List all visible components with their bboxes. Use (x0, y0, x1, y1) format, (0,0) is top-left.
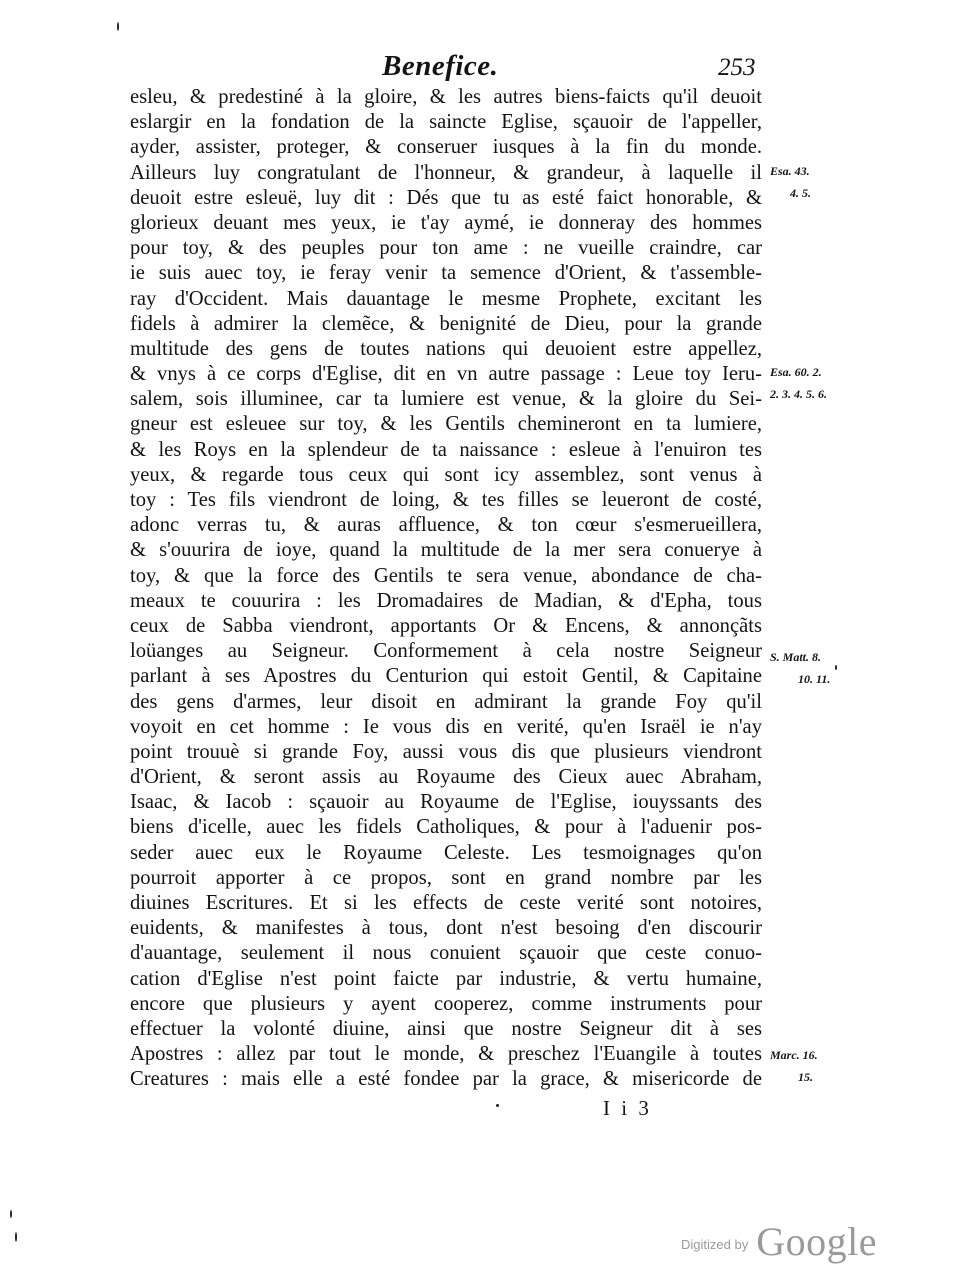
text-line: euidents, & manifestes à tous, dont n'est besoing d'en discourir (130, 917, 762, 940)
scan-speck (10, 1210, 12, 1218)
text-line: pourroit apporter à ce propos, sont en grand nombre par les (130, 866, 762, 889)
text-line: loüanges au Seigneur. Conformement à cela nostre Seigneur (130, 640, 762, 663)
scan-speck (15, 1232, 17, 1242)
scan-speck (117, 22, 119, 31)
text-line: d'auantage, seulement il nous conuient sçauoir que ceste conuo- (130, 942, 762, 965)
margin-note (770, 1044, 818, 1088)
text-line: parlant à ses Apostres du Centurion qui estoit Gentil, & Capitaine (130, 665, 762, 688)
text-line: esleu, & predestiné à la gloire, & les autres biens-faicts qu'il deuoit (130, 86, 762, 108)
text-line: deuoit estre esleuë, luy dit : Dés que tu as esté faict honorable, & (130, 186, 762, 209)
signature-mark: I i 3 (603, 1096, 652, 1120)
text-line: adonc verras tu, & auras affluence, & ton cœur s'esmerueillera, (130, 514, 762, 537)
text-line: encore que plusieurs y ayent cooperez, comme instruments pour (130, 992, 762, 1015)
text-line: pour toy, & des peuples pour ton ame : ne vueille craindre, car (130, 237, 762, 260)
text-line: voyoit en cet homme : Ie vous dis en verité, qu'en Israël ie n'ay (130, 715, 762, 738)
margin-note-line: 10. 11. (798, 672, 831, 686)
digitized-watermark (681, 1218, 877, 1265)
text-line: & les Roys en la splendeur de ta naissance : esleue à l'enuiron tes (130, 438, 762, 461)
scan-speck (496, 1104, 499, 1107)
scan-speck (835, 665, 837, 670)
text-line: toy : Tes fils viendront de loing, & tes filles se leueront de costé, (130, 489, 762, 511)
digitized-by-label: Digitized by (681, 1237, 749, 1252)
text-line: ie suis auec toy, ie feray venir ta semence d'Orient, & t'assemble- (130, 262, 762, 285)
text-line: meaux te couurira : les Dromadaires de Madian, & d'Epha, tous (130, 589, 762, 612)
text-line: diuines Escritures. Et si les effects de ceste verité sont notoires, (130, 892, 762, 914)
margin-note-line: Marc. 16. (770, 1048, 818, 1062)
text-line: ayder, assister, proteger, & conseruer iusques à la fin du monde. (130, 136, 762, 159)
margin-note (770, 646, 830, 690)
margin-note-line: Esa. 60. 2. (770, 365, 822, 379)
running-title: Benefice. (382, 50, 499, 82)
margin-note-line: S. Matt. 8. (770, 650, 822, 664)
text-line: eslargir en la fondation de la saincte Eglise, sçauoir de l'appeller, (130, 111, 762, 134)
text-line: toy, & que la force des Gentils te sera venue, abondance de cha- (130, 564, 762, 587)
text-line: & s'ouurira de ioye, quand la multitude de la mer sera conuerye à (130, 539, 762, 562)
text-line: multitude des gens de toutes nations qui deuoient estre appellez, (130, 337, 762, 360)
text-line: Creatures : mais elle a esté fondee par la grace, & misericorde de (130, 1068, 762, 1091)
text-line: point trouuè si grande Foy, aussi vous dis que plusieurs viendront (130, 740, 762, 763)
text-line: ceux de Sabba viendront, apportants Or & Encens, & annonçãts (130, 614, 762, 637)
margin-note-line: 15. (798, 1070, 813, 1084)
text-line: ray d'Occident. Mais dauantage le mesme Prophete, excitant les (130, 287, 762, 310)
text-line: Ailleurs luy congratulant de l'honneur, & grandeur, à laquelle il (130, 161, 762, 184)
margin-note (770, 160, 811, 204)
text-line: Isaac, & Iacob : sçauoir au Royaume de l'Eglise, iouyssants des (130, 791, 762, 814)
text-line: yeux, & regarde tous ceux qui sont icy assemblez, sont venus à (130, 463, 762, 486)
margin-note-line: Esa. 43. (770, 164, 810, 178)
text-line: gneur est esleuee sur toy, & les Gentils chemineront en ta lumiere, (130, 413, 762, 436)
text-line: cation d'Eglise n'est point faicte par industrie, & vertu humaine, (130, 967, 762, 990)
google-logo: Google (756, 1219, 877, 1264)
text-line: effectuer la volonté diuine, ainsi que nostre Seigneur dit à ses (130, 1017, 762, 1040)
body-text (130, 85, 762, 1093)
text-line: biens d'icelle, auec les fidels Catholiques, & pour à l'aduenir pos- (130, 816, 762, 839)
text-line: seder auec eux le Royaume Celeste. Les tesmoignages qu'on (130, 841, 762, 864)
text-line: d'Orient, & seront assis au Royaume des Cieux auec Abraham, (130, 766, 762, 789)
text-line: salem, sois illuminee, car ta lumiere est venue, & la gloire du Sei- (130, 388, 762, 411)
text-line: Apostres : allez par tout le monde, & preschez l'Euangile à toutes (130, 1043, 762, 1066)
text-line: des gens d'armes, leur disoit en admirant la grande Foy qu'il (130, 690, 762, 713)
text-line: glorieux deuant mes yeux, ie t'ay aymé, ie donneray des hommes (130, 211, 762, 234)
text-line: fidels à admirer la clemẽce, & benignité de Dieu, pour la grande (130, 312, 762, 335)
text-line: & vnys à ce corps d'Eglise, dit en vn autre passage : Leue toy Ieru- (130, 363, 762, 386)
page-number: 253 (718, 54, 756, 81)
margin-note (770, 361, 827, 405)
margin-note-line: 2. 3. 4. 5. 6. (770, 387, 827, 401)
margin-note-line: 4. 5. (790, 186, 811, 200)
